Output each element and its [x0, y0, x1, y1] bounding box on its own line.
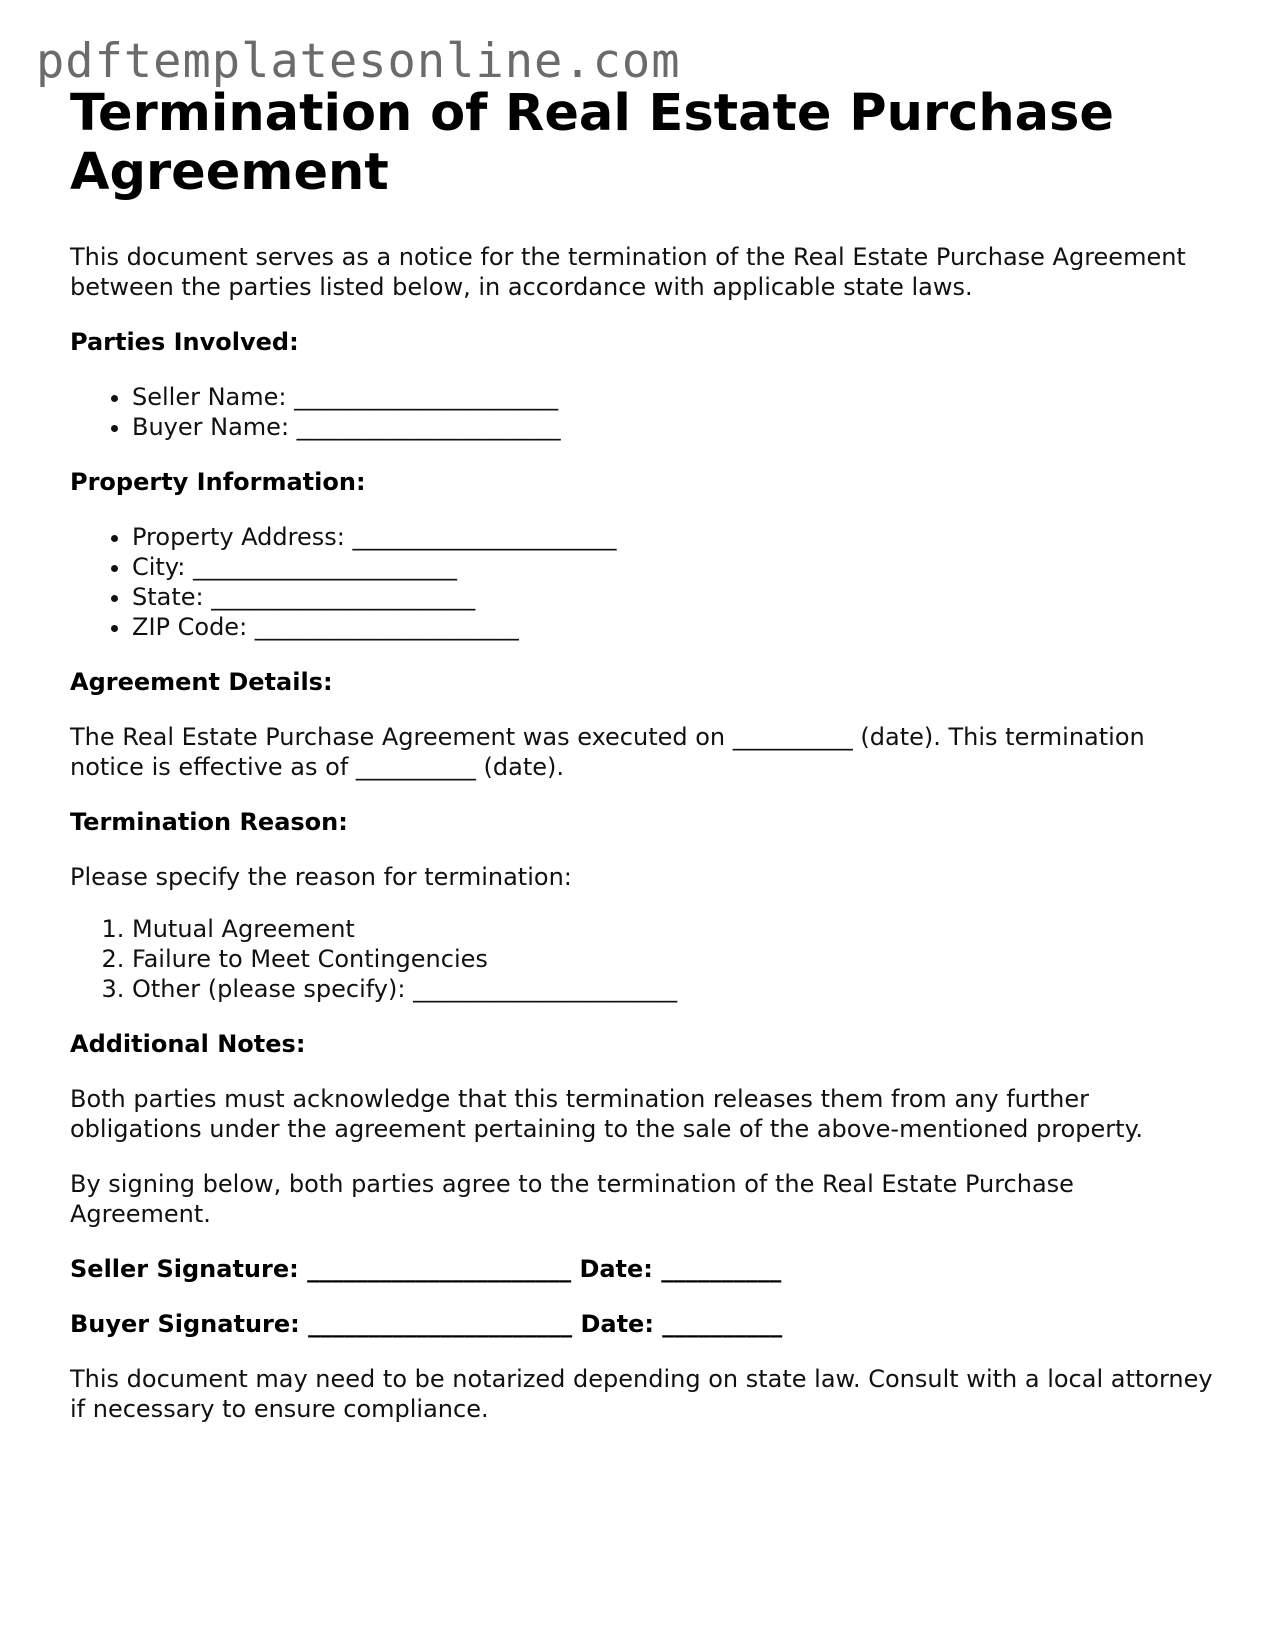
property-heading: Property Information: [70, 468, 366, 496]
reason-heading: Termination Reason: [70, 808, 348, 836]
notes-heading: Additional Notes: [70, 1030, 306, 1058]
agreement-heading: Agreement Details: [70, 668, 333, 696]
parties-list [70, 382, 1220, 442]
reason-prompt: Please specify the reason for termination: [70, 863, 572, 891]
notes-paragraph-1: Both parties must acknowledge that this termination releases them from any further obligations under the agreement pertaining to the sale of the above-mentioned property. [70, 1085, 1143, 1143]
zip-code-field[interactable]: • ZIP Code: ______________________ [132, 612, 1220, 642]
parties-heading: Parties Involved: [70, 328, 299, 356]
document-page [70, 84, 1220, 1424]
buyer-name-field[interactable]: • Buyer Name: ______________________ [132, 412, 1220, 442]
reason-list [70, 914, 1220, 1004]
reason-item-contingencies: 2. Failure to Meet Contingencies [132, 944, 1220, 974]
agreement-details-text[interactable]: The Real Estate Purchase Agreement was executed on __________ (date). This termination notice is effective as of __________ (date). [70, 723, 1153, 781]
seller-name-field[interactable]: • Seller Name: ______________________ [132, 382, 1220, 412]
reason-item-mutual: 1. Mutual Agreement [132, 914, 1220, 944]
intro-paragraph: This document serves as a notice for the termination of the Real Estate Purchase Agreement between the parties listed below, in accordance with applicable state laws. [70, 243, 1194, 301]
city-field[interactable]: • City: ______________________ [132, 552, 1220, 582]
buyer-signature-line[interactable]: Buyer Signature: ______________________ Date: __________ [70, 1310, 783, 1338]
notes-paragraph-2: By signing below, both parties agree to the termination of the Real Estate Purchase Agreement. [70, 1170, 1082, 1228]
property-address-field[interactable]: • Property Address: ______________________ [132, 522, 1220, 552]
footer-note: This document may need to be notarized depending on state law. Consult with a local attorney if necessary to ensure compliance. [70, 1365, 1221, 1423]
property-list [70, 522, 1220, 642]
state-field[interactable]: • State: ______________________ [132, 582, 1220, 612]
seller-signature-line[interactable]: Seller Signature: ______________________ Date: __________ [70, 1255, 782, 1283]
watermark: pdftemplatesonline.com [36, 34, 681, 89]
reason-item-other[interactable]: 3. Other (please specify): ______________________ [132, 974, 1220, 1004]
document-title: Termination of Real Estate Purchase Agreement [70, 84, 1115, 202]
